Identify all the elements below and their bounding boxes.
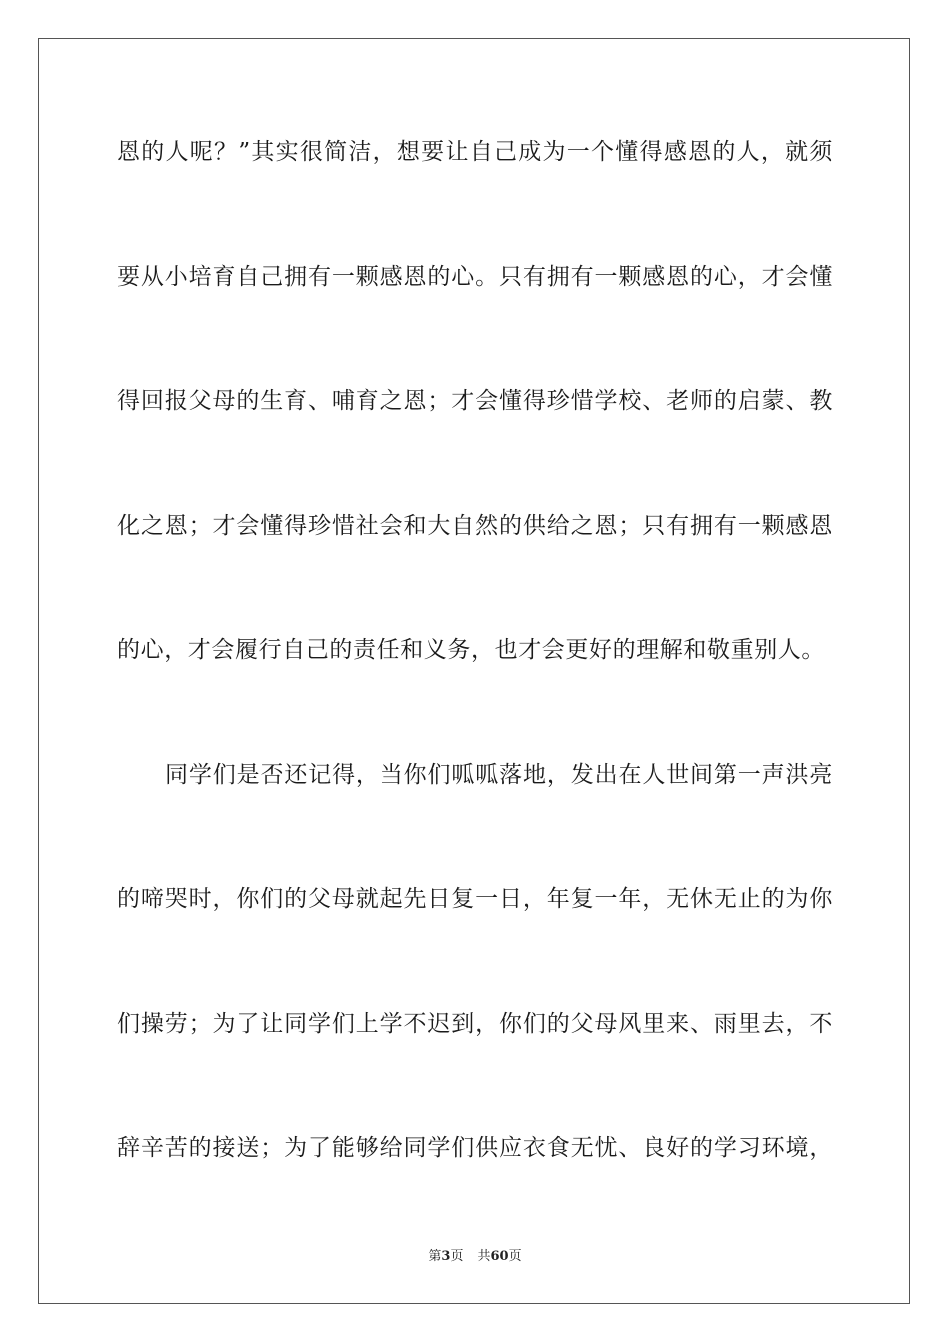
page-footer: [0, 1248, 950, 1266]
page-number: 3: [441, 1249, 451, 1264]
body-text-line: 要从小培育自己拥有一颗感恩的心。只有拥有一颗感恩的心，才会懂: [117, 264, 833, 290]
total-label-suffix: 页: [508, 1249, 522, 1264]
page-label-prefix: 第: [428, 1249, 442, 1264]
body-text-line: 恩的人呢？”其实很简洁，想要让自己成为一个懂得感恩的人，就须: [117, 139, 833, 165]
total-pages: 60: [490, 1249, 509, 1264]
body-text-line: 们操劳；为了让同学们上学不迟到，你们的父母风里来、雨里去，不: [117, 1011, 833, 1037]
body-text-line: 化之恩；才会懂得珍惜社会和大自然的供给之恩；只有拥有一颗感恩: [117, 513, 833, 539]
page-border: [38, 38, 910, 1304]
page-label-suffix: 页: [450, 1249, 464, 1264]
total-label-prefix: 共: [477, 1249, 491, 1264]
body-text-line: 得回报父母的生育、哺育之恩；才会懂得珍惜学校、老师的启蒙、教: [117, 388, 833, 414]
body-text-line: 的心，才会履行自己的责任和义务，也才会更好的理解和敬重别人。: [117, 637, 825, 663]
body-text-line: 的啼哭时，你们的父母就起先日复一日，年复一年，无休无止的为你: [117, 886, 833, 912]
body-text-line: 辞辛苦的接送；为了能够给同学们供应衣食无忧、良好的学习环境，: [117, 1135, 833, 1161]
paragraph-first-line: 同学们是否还记得，当你们呱呱落地，发出在人世间第一声洪亮: [165, 762, 833, 788]
